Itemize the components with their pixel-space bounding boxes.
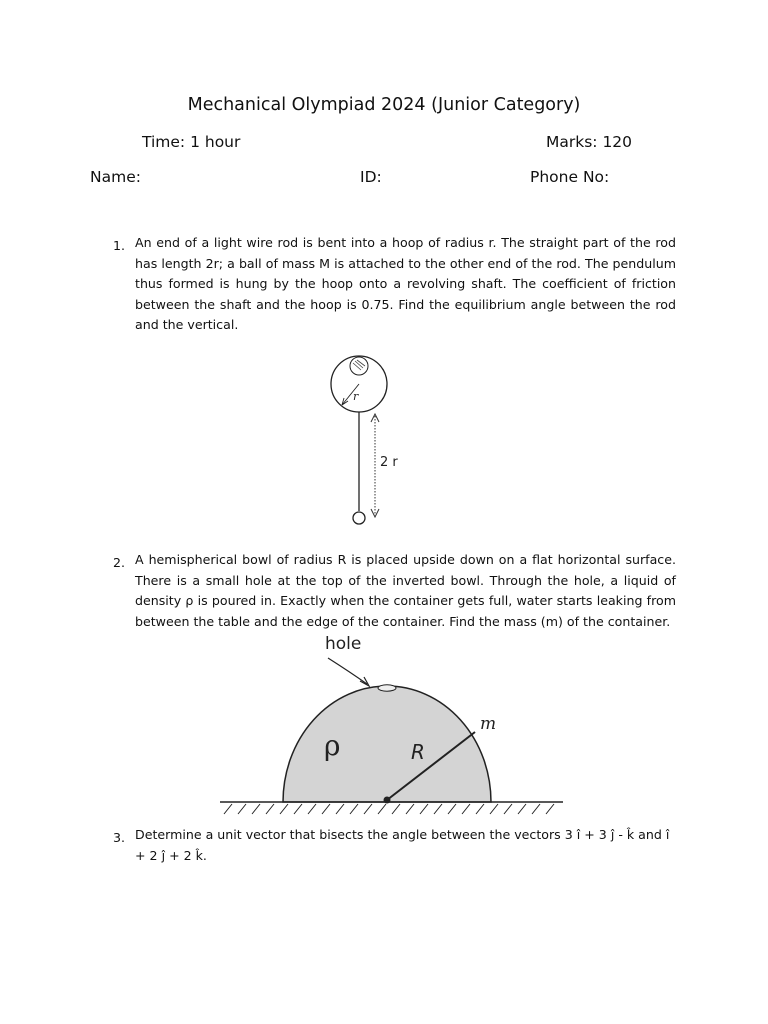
pendulum-figure [320,350,420,530]
page-title: Mechanical Olympiad 2024 (Junior Category) [187,95,581,115]
radius-label-R: R [411,740,425,764]
hole-label: hole [325,634,362,654]
question-1-number: 1. [112,238,125,253]
length-label: 2 r [380,455,398,470]
id-field-label: ID: [360,168,382,186]
name-field-label: Name: [90,168,141,186]
ground-hatch [224,804,554,814]
density-label: ρ [324,729,341,762]
question-2-number: 2. [112,555,125,570]
mass-label: m [480,714,497,734]
shaft-circle [350,357,368,375]
time-label: Time: 1 hour [142,133,241,151]
hole-arrow [328,658,367,684]
question-3-text: Determine a unit vector that bisects the angle between the vectors 3 î + 3 ĵ - k̂ and î + 2 ĵ + 2 k̂. [135,827,670,863]
ball-circle [353,512,365,524]
marks-label: Marks: 120 [546,133,633,151]
question-2-text: A hemispherical bowl of radius R is placed upside down on a flat horizontal surface. There is a small hole at the top of the inverted bowl. Through the hole, a liquid of density ρ is poured in. Exactly when the container gets full, water starts leaking from between the table and the edge of the container. Find the mass (m) of the container. [135,552,676,629]
question-3-number: 3. [112,830,125,845]
hemisphere-figure [210,628,570,818]
hole-ellipse [378,685,396,691]
phone-field-label: Phone No: [530,168,610,186]
radius-label: r [353,390,359,403]
question-1-text: An end of a light wire rod is bent into a hoop of radius r. The straight part of the rod has length 2r; a ball of mass M is attached to the other end of the rod. The pendulum thus formed is hung by the hoop onto a revolving shaft. The coefficient of friction between the shaft and the hoop is 0.75. Find the equilibrium angle between the rod and the vertical. [135,235,676,332]
